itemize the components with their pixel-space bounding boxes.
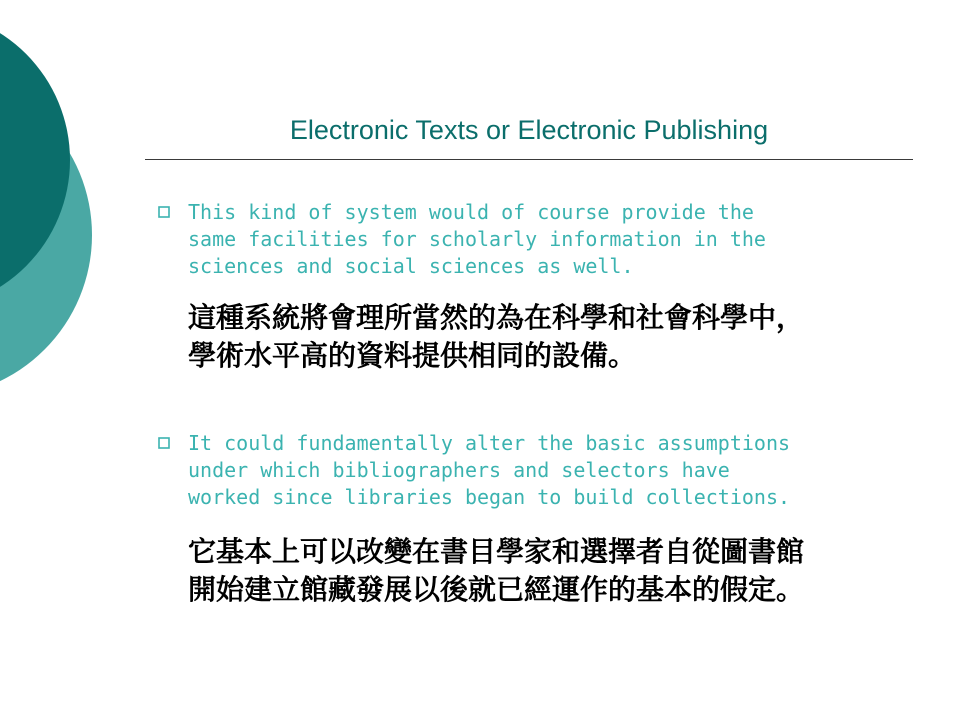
hollow-square-icon bbox=[158, 437, 170, 449]
slide-title: Electronic Texts or Electronic Publishing bbox=[289, 115, 769, 145]
bullet-1-chinese-text: 這種系統將會理所當然的為在科學和社會科學中， 學術水平高的資料提供相同的設備。 bbox=[188, 301, 805, 372]
title-divider bbox=[145, 159, 913, 160]
hollow-square-icon bbox=[158, 206, 170, 218]
bullet-2-chinese-text: 它基本上可以改變在書目學家和選擇者自從圖書館 開始建立館藏發展以後就已經運作的基本的假定。 bbox=[188, 535, 805, 606]
decorative-circles bbox=[0, 0, 120, 400]
bullet-1-english-text: This kind of system would of course provide the same facilities for scholarly information in the sciences and social sciences as well. bbox=[188, 200, 766, 278]
bullet-2-english-text: It could fundamentally alter the basic assumptions under which bibliographers and selectors have worked since libraries began to build collections. bbox=[188, 431, 791, 509]
